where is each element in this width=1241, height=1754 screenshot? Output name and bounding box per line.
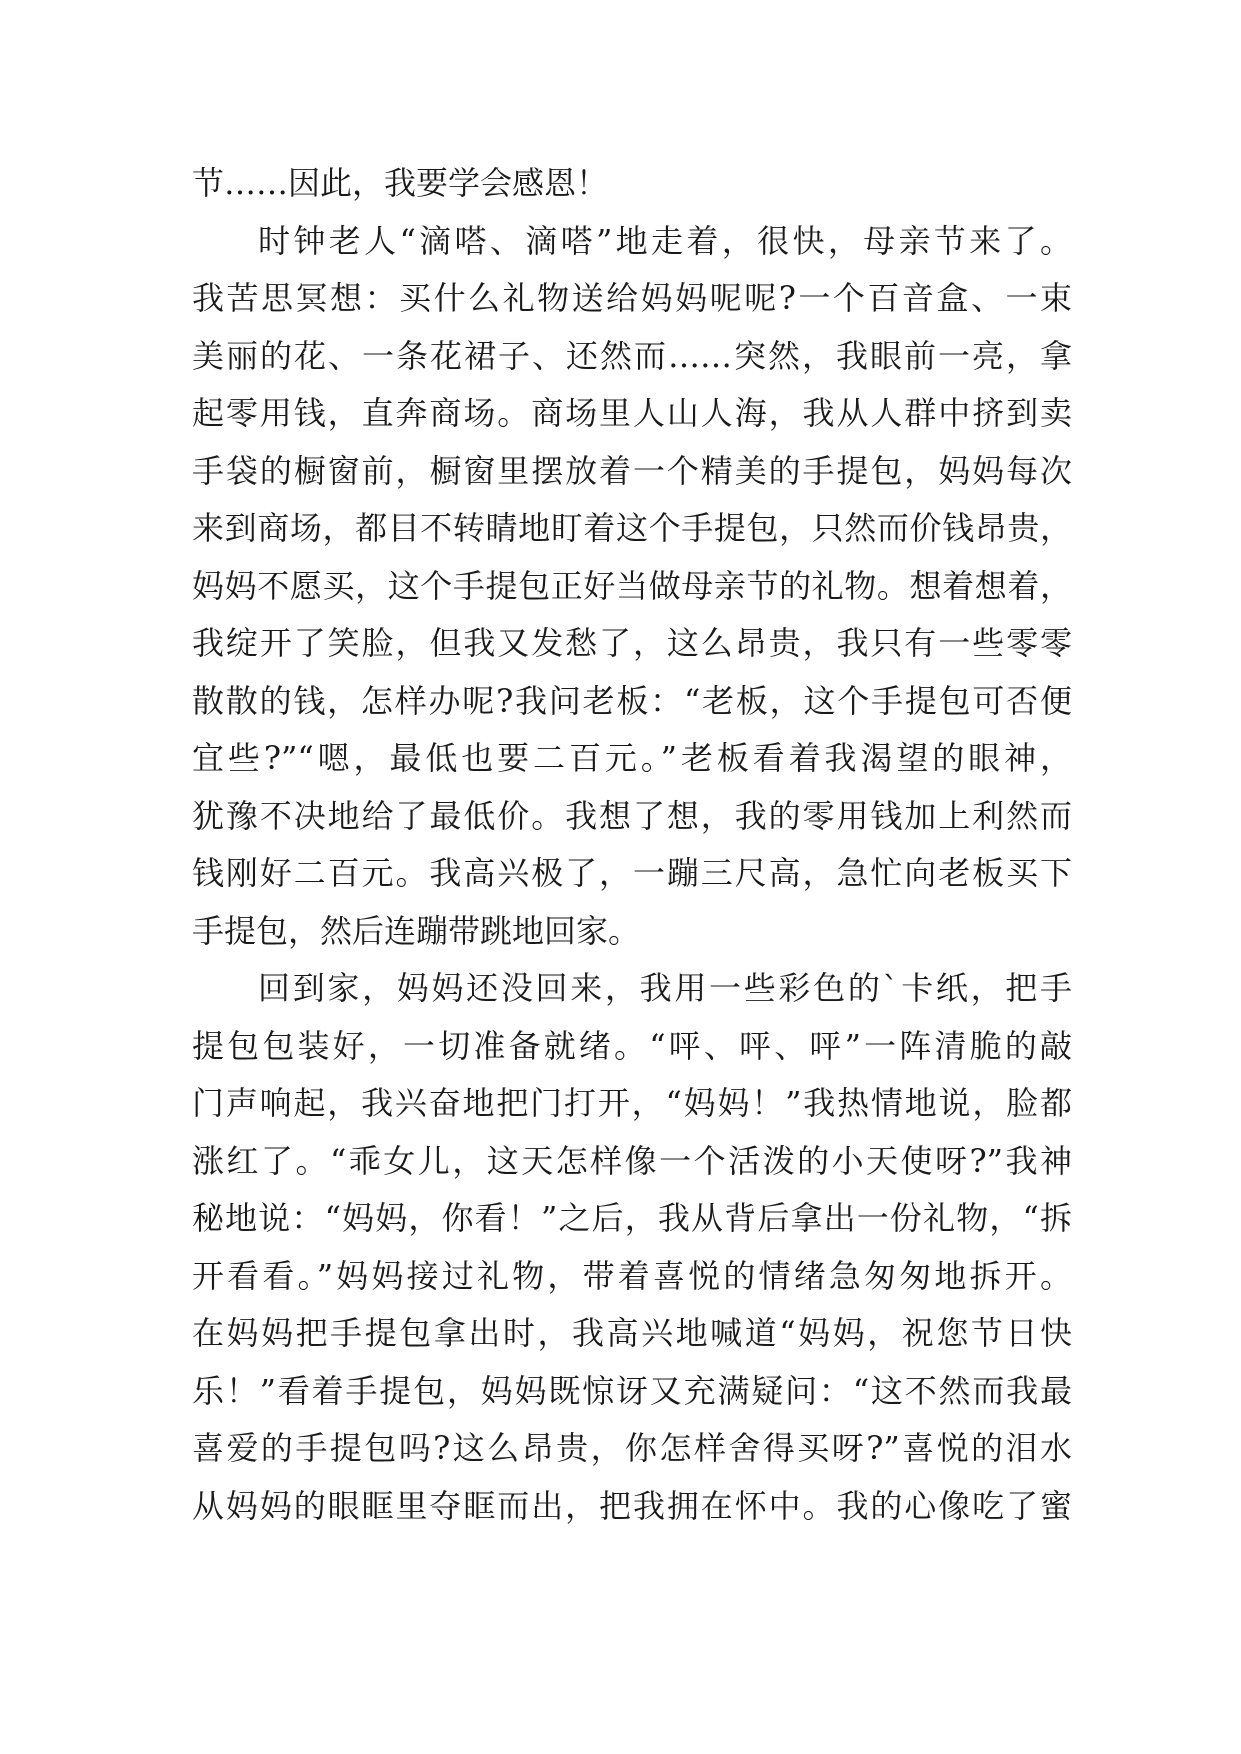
text-line: 在妈妈把手提包拿出时，我高兴地喊道“妈妈，祝您节日快 xyxy=(192,1314,1072,1352)
text-line: 我苦思冥想：买什么礼物送给妈妈呢呢?一个百音盒、一束 xyxy=(192,279,1072,317)
text-line: 涨红了。“乖女儿，这天怎样像一个活泼的小天使呀?”我神 xyxy=(192,1141,1072,1180)
body-text xyxy=(192,155,1072,1535)
text-line: 散散的钱，怎样办呢?我问老板：“老板，这个手提包可否便 xyxy=(192,681,1072,720)
text-line: 起零用钱，直奔商场。商场里人山人海，我从人群中挤到卖 xyxy=(192,394,1072,432)
text-line: 犹豫不决地给了最低价。我想了想，我的零用钱加上利然而 xyxy=(192,796,1072,835)
text-line: 时钟老人“滴嗒、滴嗒”地走着，很快，母亲节来了。 xyxy=(258,221,1072,260)
text-line: 喜爱的手提包吗?这么昂贵，你怎样舍得买呀?”喜悦的泪水 xyxy=(192,1429,1072,1467)
text-line: 提包包装好，一切准备就绪。“呯、呯、呯”一阵清脆的敲 xyxy=(192,1026,1072,1065)
text-line: 来到商场，都目不转睛地盯着这个手提包，只然而价钱昂贵， xyxy=(192,509,1072,547)
text-line: 宜些?”“嗯，最低也要二百元。”老板看着我渴望的眼神， xyxy=(192,739,1072,777)
text-line: 美丽的花、一条花裙子、还然而……突然，我眼前一亮，拿 xyxy=(192,336,1072,375)
text-line: 门声响起，我兴奋地把门打开，“妈妈！”我热情地说，脸都 xyxy=(192,1084,1072,1122)
text-line: 钱刚好二百元。我高兴极了，一蹦三尺高，急忙向老板买下 xyxy=(192,854,1072,892)
text-line: 手提包，然后连蹦带跳地回家。 xyxy=(192,911,641,950)
text-line: 节……因此，我要学会感恩！ xyxy=(192,164,609,202)
text-line: 从妈妈的眼眶里夺眶而出，把我拥在怀中。我的心像吃了蜜 xyxy=(192,1486,1072,1525)
text-line: 乐！”看着手提包，妈妈既惊讶又充满疑问：“这不然而我最 xyxy=(192,1371,1072,1410)
text-line: 手袋的橱窗前，橱窗里摆放着一个精美的手提包，妈妈每次 xyxy=(192,451,1072,490)
text-line: 妈妈不愿买，这个手提包正好当做母亲节的礼物。想着想着， xyxy=(192,566,1072,605)
text-line: 我绽开了笑脸，但我又发愁了，这么昂贵，我只有一些零零 xyxy=(192,624,1072,662)
text-line: 回到家，妈妈还没回来，我用一些彩色的`卡纸，把手 xyxy=(258,969,1072,1007)
text-line: 开看看。”妈妈接过礼物，带着喜悦的情绪急匆匆地拆开。 xyxy=(192,1256,1072,1295)
text-line: 秘地说：“妈妈，你看！”之后，我从背后拿出一份礼物，“拆 xyxy=(192,1199,1072,1237)
